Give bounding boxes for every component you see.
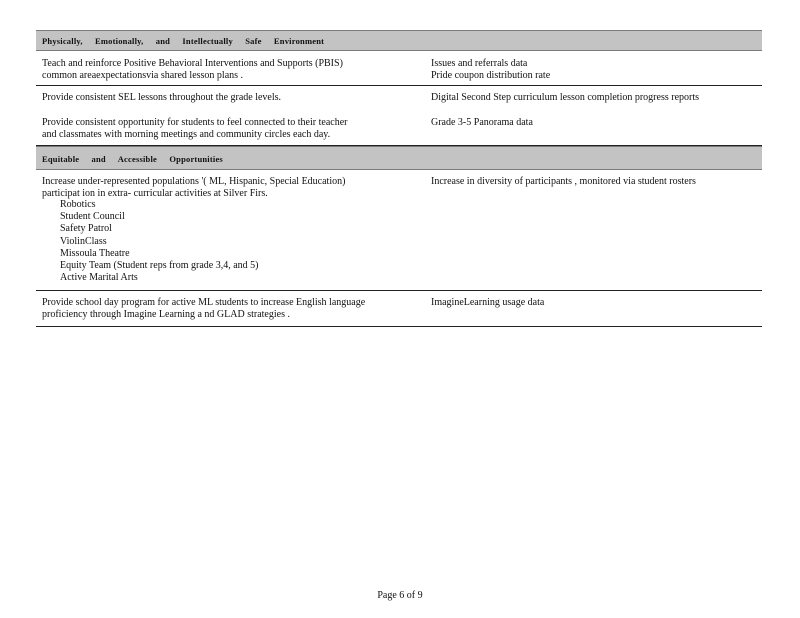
strategy-text: Provide consistent SEL lessons throughout the grade levels.: [42, 92, 282, 103]
strategy-text: Provide school day program for active ML students to increase English language: [42, 297, 366, 308]
list-item: Pride coupon distribution rate: [413, 70, 758, 82]
bullet-icon: [42, 211, 60, 223]
list-item: Robotics: [42, 199, 392, 211]
strategy-text: Increase under-represented populations '( ML, Hispanic, Special Education): [42, 176, 346, 187]
strategy-cell: [42, 117, 392, 140]
table-row: [36, 51, 762, 86]
strategy-text: participat ion in extra- curricular activities at Silver Firs.: [42, 187, 268, 199]
strategy-text: Teach and reinforce Positive Behavioral Interventions and Supports (PBIS): [42, 58, 343, 69]
strategy-cell: [42, 176, 392, 284]
strategy-cell: [42, 297, 392, 320]
measure-cell: [413, 117, 758, 129]
bullet-icon: [42, 248, 60, 260]
list-item: Digital Second Step curriculum lesson completion progress reports: [413, 92, 758, 104]
bullet-icon: [42, 260, 60, 272]
measure-cell: [413, 92, 758, 104]
bullet-icon: [42, 272, 60, 284]
bullet-icon: [413, 70, 431, 82]
bullet-icon: [42, 223, 60, 235]
page-number: Page 6 of 9: [377, 590, 423, 601]
list-item: Grade 3-5 Panorama data: [413, 117, 758, 129]
list-item: Safety Patrol: [42, 223, 392, 235]
bullet-icon: [413, 58, 431, 70]
strategy-text: Provide consistent opportunity for students to feel connected to their teacher: [42, 117, 348, 128]
table-row: [36, 291, 762, 327]
section-header: Equitable and Accessible Opportunities: [36, 146, 762, 170]
strategy-text: common areaexpectationsvia shared lesson plans .: [42, 69, 244, 81]
measure-cell: [413, 297, 758, 309]
bullet-icon: [413, 297, 431, 309]
list-item: Increase in diversity of participants , monitored via student rosters: [413, 176, 758, 188]
bullet-icon: [42, 199, 60, 211]
bullet-icon: [42, 236, 60, 248]
strategy-cell: [42, 92, 392, 104]
list-item: Missoula Theatre: [42, 248, 392, 260]
section-header: Physically, Emotionally, and Intellectually Safe Environment: [36, 30, 762, 51]
list-item: Student Council: [42, 211, 392, 223]
bullet-icon: [413, 117, 431, 129]
list-item: Equity Team (Student reps from grade 3,4, and 5): [42, 260, 392, 272]
list-item: ImagineLearning usage data: [413, 297, 758, 309]
bullet-icon: [413, 176, 431, 188]
table-row: [36, 170, 762, 291]
measure-cell: [413, 58, 758, 81]
bullet-icon: [413, 92, 431, 104]
plan-table: [36, 30, 762, 327]
list-item: Active Marital Arts: [42, 272, 392, 284]
strategy-text: and classmates with morning meetings and community circles each day.: [42, 128, 331, 140]
table-row: [36, 86, 762, 146]
list-item: ViolinClass: [42, 236, 392, 248]
strategy-cell: [42, 58, 392, 81]
strategy-text: proficiency through Imagine Learning a nd GLAD strategies .: [42, 308, 290, 320]
measure-cell: [413, 176, 758, 188]
list-item: Issues and referrals data: [413, 58, 758, 70]
